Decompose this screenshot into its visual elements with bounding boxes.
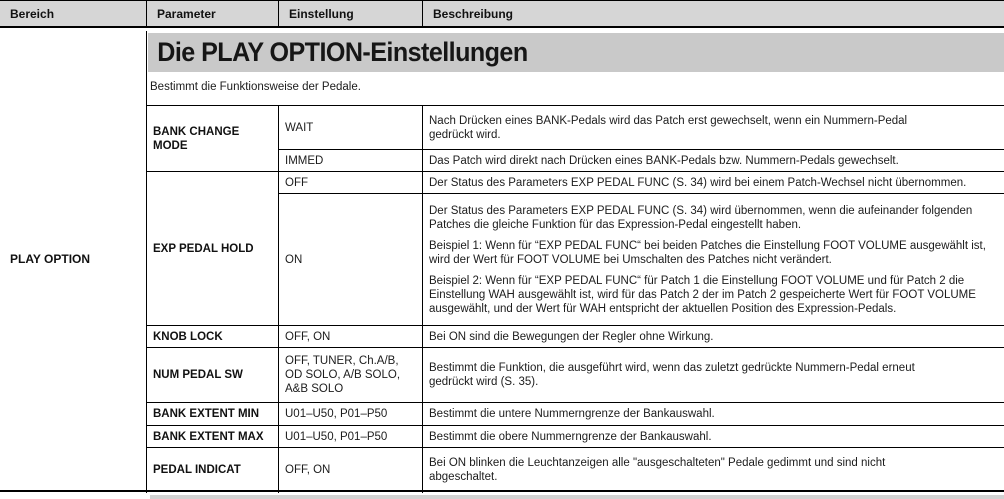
description-cell xyxy=(423,403,1004,426)
description-text: Bestimmt die untere Nummerngrenze der Bankauswahl. xyxy=(429,408,715,420)
table-row xyxy=(147,172,1004,194)
setting-cell: OFF xyxy=(279,172,423,194)
section-title: Die PLAY OPTION-Einstellungen xyxy=(157,37,528,67)
parameter-cell: EXP PEDAL HOLD xyxy=(147,172,279,326)
description-cell xyxy=(423,426,1004,448)
setting-cell: OFF, ON xyxy=(279,448,423,493)
section-title-bar xyxy=(148,33,1004,72)
setting-cell: OFF, ON xyxy=(279,326,423,348)
table-row xyxy=(147,403,1004,426)
description-cell xyxy=(423,326,1004,348)
table-row xyxy=(147,106,1004,150)
parameter-cell: NUM PEDAL SW xyxy=(147,348,279,403)
description-cell xyxy=(423,172,1004,194)
description-cell xyxy=(423,106,1004,150)
table-column-header-row xyxy=(0,0,1004,28)
parameter-cell: KNOB LOCK xyxy=(147,326,279,348)
setting-cell: IMMED xyxy=(279,150,423,172)
description-text: Das Patch wird direkt nach Drücken eines BANK-Pedals bzw. Nummern-Pedals gewechselt. xyxy=(429,154,899,167)
column-header-einstellung: Einstellung xyxy=(278,1,422,26)
settings-table xyxy=(146,105,1004,493)
setting-cell: U01–U50, P01–P50 xyxy=(279,403,423,426)
setting-cell: WAIT xyxy=(279,106,423,150)
description-text: Bei ON blinken die Leuchtanzeigen alle "ausgeschalteten" Pedale gedimmt und sind nicht abgeschaltet. xyxy=(429,457,886,484)
section-subtitle: Bestimmt die Funktionsweise der Pedale. xyxy=(150,81,361,93)
column-header-bereich: Bereich xyxy=(10,6,55,21)
column-header-beschreibung: Beschreibung xyxy=(422,1,1004,26)
table-row xyxy=(147,348,1004,403)
parameter-cell: BANK EXTENT MIN xyxy=(147,403,279,426)
setting-cell: U01–U50, P01–P50 xyxy=(279,426,423,448)
description-cell xyxy=(423,448,1004,493)
setting-cell: OFF, TUNER, Ch.A/B, OD SOLO, A/B SOLO, A&B SOLO xyxy=(279,348,423,403)
description-cell xyxy=(423,348,1004,403)
bereich-value: PLAY OPTION xyxy=(10,252,91,266)
description-paragraph: Beispiel 1: Wenn für “EXP PEDAL FUNC“ bei beiden Patches die Einstellung FOOT VOLUME ausgewählt ist, wird der Wert für FOOT VOLUME bei Umschalten des Patches nicht verändert. xyxy=(429,239,986,266)
description-paragraph: Der Status des Parameters EXP PEDAL FUNC (S. 34) wird übernommen, wenn die aufeinander folgenden Patches die gleiche Funktion für das Expression-Pedal eingestellt haben. xyxy=(429,204,973,231)
table-row xyxy=(147,326,1004,348)
description-text: Der Status des Parameters EXP PEDAL FUNC (S. 34) wird bei einem Patch-Wechsel nicht übernommen. xyxy=(429,176,967,189)
parameter-cell: BANK CHANGE MODE xyxy=(147,106,279,172)
table-bottom-divider xyxy=(0,490,1004,492)
table-row xyxy=(147,426,1004,448)
next-section-title-bar xyxy=(150,495,1004,499)
table-row xyxy=(147,448,1004,493)
parameter-cell: BANK EXTENT MAX xyxy=(147,426,279,448)
column-header-parameter: Parameter xyxy=(146,1,278,26)
setting-cell: ON xyxy=(279,194,423,326)
description-text: Bei ON sind die Bewegungen der Regler ohne Wirkung. xyxy=(429,330,714,343)
description-text: Bestimmt die obere Nummerngrenze der Bankauswahl. xyxy=(429,430,712,443)
description-cell xyxy=(423,194,1004,326)
description-cell xyxy=(423,150,1004,172)
description-paragraph: Beispiel 2: Wenn für “EXP PEDAL FUNC“ für Patch 1 die Einstellung FOOT VOLUME und für Patch 2 die Einstellung WAH ausgewählt ist, wird für das Patch 2 der im Patch 2 gespeicherte Wert für FOOT VOLUME ausgewählt, und der Wert für WAH entspricht der aktuellen Position des Expression-Pedals. xyxy=(429,274,976,315)
parameter-cell: PEDAL INDICAT xyxy=(147,448,279,493)
description-text: Nach Drücken eines BANK-Pedals wird das Patch erst gewechselt, wenn ein Nummern-Pedal gedrückt wird. xyxy=(429,114,908,141)
description-text: Bestimmt die Funktion, die ausgeführt wird, wenn das zuletzt gedrückte Nummern-Pedal erneut gedrückt wird (S. 35). xyxy=(429,362,915,388)
